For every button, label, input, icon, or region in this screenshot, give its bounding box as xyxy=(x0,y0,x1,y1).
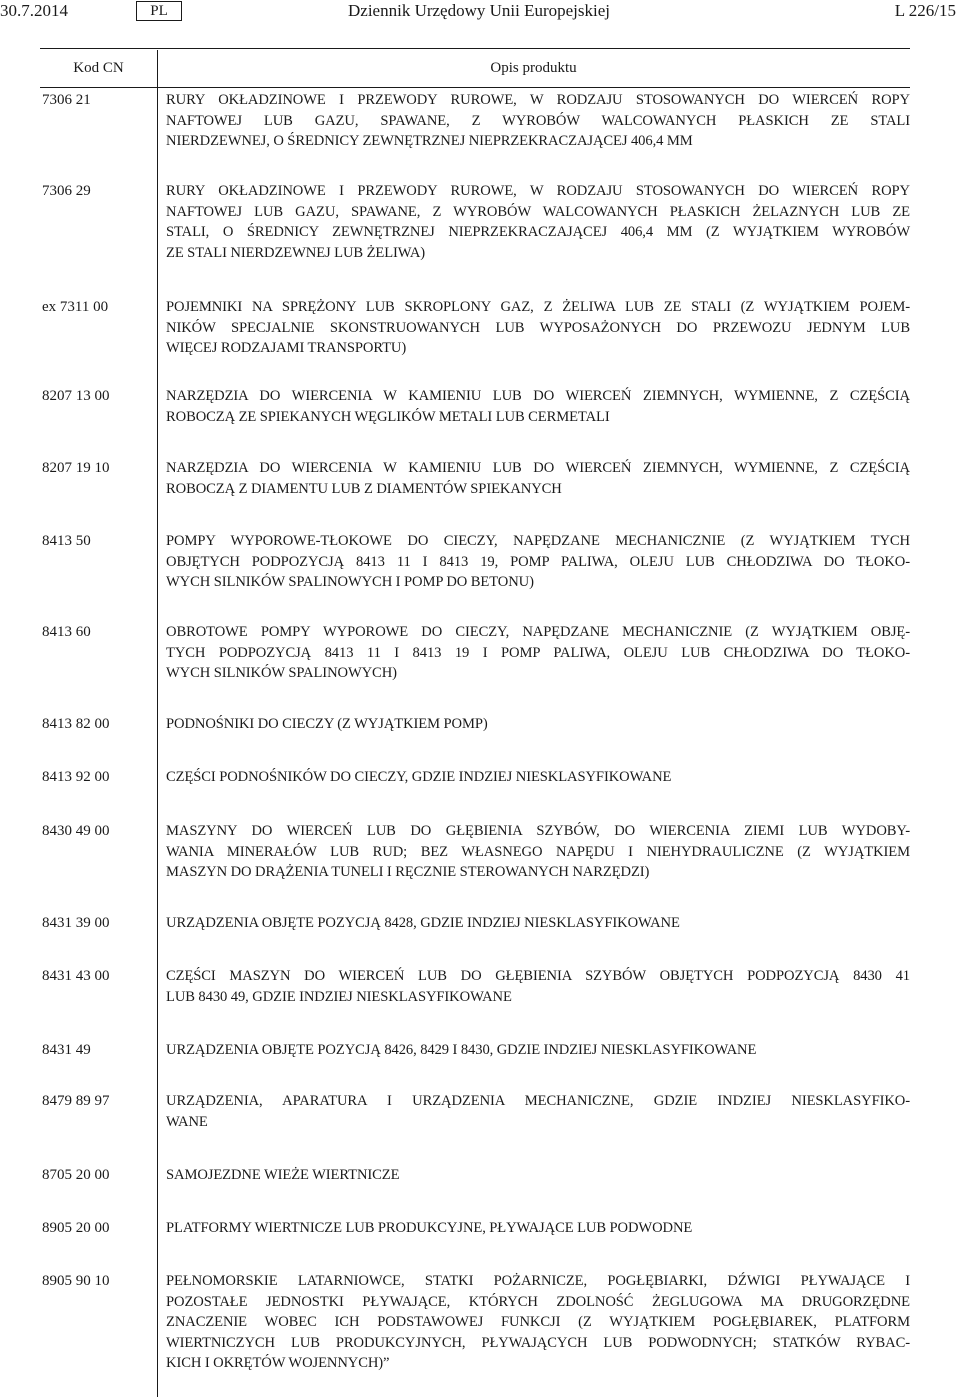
product-description xyxy=(166,297,910,359)
description-line: ROBOCZĄ Z DIAMENTU LUB Z DIAMENTÓW SPIEKANYCH xyxy=(166,480,562,497)
column-header-code: Kod CN xyxy=(73,60,124,76)
table-row xyxy=(40,531,910,593)
description-line: URZĄDZENIA OBJĘTE POZYCJĄ 8428, GDZIE INDZIEJ NIESKLASYFIKOWANE xyxy=(166,915,680,931)
description-line: NIKÓW SPECJALNIE SKONSTRUOWANYCH LUB WYPOSAŻONYCH DO PRZEWOZU JEDNYM LUB xyxy=(166,319,910,336)
product-description xyxy=(166,767,910,788)
cn-code: 7306 21 xyxy=(42,92,91,108)
description-line: RURY OKŁADZINOWE I PRZEWODY RUROWE, W RODZAJU STOSOWANYCH DO WIERCEŃ ROPY xyxy=(166,92,910,108)
table-row xyxy=(40,1218,910,1239)
description-line: SAMOJEZDNE WIEŻE WIERTNICZE xyxy=(166,1167,400,1183)
page-header xyxy=(0,0,960,28)
cn-code: 8479 89 97 xyxy=(42,1093,110,1109)
description-line: KICH I OKRĘTÓW WOJENNYCH)” xyxy=(166,1355,390,1371)
journal-title: Dziennik Urzędowy Unii Europejskiej xyxy=(348,1,611,20)
description-line: STALI, O ŚREDNICY ZEWNĘTRZNEJ NIEPRZEKRACZAJĄCEJ 406,4 MM (Z WYJĄTKIEM WYROBÓW xyxy=(166,224,910,240)
cn-code: 8905 20 00 xyxy=(42,1220,110,1236)
description-line: URZĄDZENIA, APARATURA I URZĄDZENIA MECHANICZNE, GDZIE INDZIEJ NIESKLASYFIKO- xyxy=(166,1093,910,1109)
description-line: ROBOCZĄ ZE SPIEKANYCH WĘGLIKÓW METALI LUB CERMETALI xyxy=(166,408,610,425)
product-description xyxy=(166,714,910,735)
cn-code: 7306 29 xyxy=(42,183,91,199)
product-description xyxy=(166,531,910,593)
table-row xyxy=(40,297,910,359)
product-description xyxy=(166,1165,910,1186)
table-row xyxy=(40,622,910,684)
product-description xyxy=(166,1218,910,1239)
product-description xyxy=(166,458,910,499)
description-line: NAFTOWEJ LUB GAZU, SPAWANE, Z WYROBÓW WALCOWANYCH PŁASKICH ZE STALI xyxy=(166,112,910,129)
cn-code: 8905 90 10 xyxy=(42,1273,110,1289)
cn-code: 8413 60 xyxy=(42,624,91,640)
table-row xyxy=(40,90,910,152)
description-line: URZĄDZENIA OBJĘTE POZYCJĄ 8426, 8429 I 8430, GDZIE INDZIEJ NIESKLASYFIKOWANE xyxy=(166,1042,757,1058)
table-row xyxy=(40,458,910,499)
product-description xyxy=(166,90,910,152)
cn-code: 8413 82 00 xyxy=(42,716,110,732)
cn-code: 8207 13 00 xyxy=(42,388,110,404)
cn-code: 8207 19 10 xyxy=(42,460,110,476)
product-description xyxy=(166,622,910,684)
description-line: MASZYNY DO WIERCEŃ LUB DO GŁĘBIENIA SZYBÓW, DO WIERCENIA ZIEMI LUB WYDOBY- xyxy=(166,823,910,839)
description-line: WIĘCEJ RODZAJAMI TRANSPORTU) xyxy=(166,340,407,356)
description-line: WANIA MINERAŁÓW LUB RUD; BEZ WŁASNEGO NAPĘDU I NIEHYDRAULICZNE (Z WYJĄTKIEM xyxy=(166,843,910,860)
table-header-row xyxy=(40,49,910,88)
description-line: OBJĘTYCH PODPOZYCJĄ 8413 11 I 8413 19, POMP PALIWA, OLEJU LUB CHŁODZIWA DO TŁOKO- xyxy=(166,553,910,570)
table-row xyxy=(40,1091,910,1132)
description-line: WANE xyxy=(166,1113,208,1130)
language-badge: PL xyxy=(136,1,182,21)
cn-code: ex 7311 00 xyxy=(42,299,109,315)
cn-code: 8413 50 xyxy=(42,533,91,549)
column-header-description: Opis produktu xyxy=(490,60,577,76)
description-line: WYCH SILNIKÓW SPALINOWYCH) xyxy=(166,665,397,681)
product-description xyxy=(166,913,910,934)
cn-code: 8430 49 00 xyxy=(42,823,110,839)
publication-date: 30.7.2014 xyxy=(0,1,68,20)
description-line: NARZĘDZIA DO WIERCENIA W KAMIENIU LUB DO WIERCEŃ ZIEMNYCH, WYMIENNE, Z CZĘŚCIĄ xyxy=(166,388,910,404)
product-description xyxy=(166,386,910,427)
table-row xyxy=(40,821,910,883)
description-line: LUB 8430 49, GDZIE INDZIEJ NIESKLASYFIKOWANE xyxy=(166,988,512,1005)
cn-code: 8413 92 00 xyxy=(42,769,110,785)
page-reference: L 226/15 xyxy=(894,1,956,20)
cn-code: 8431 49 xyxy=(42,1042,91,1058)
product-description xyxy=(166,966,910,1007)
product-description xyxy=(166,1091,910,1132)
description-line: WYCH SILNIKÓW SPALINOWYCH I POMP DO BETONU) xyxy=(166,574,534,590)
cn-code: 8431 39 00 xyxy=(42,915,110,931)
product-description xyxy=(166,821,910,883)
description-line: POMPY WYPOROWE-TŁOKOWE DO CIECZY, NAPĘDZANE MECHANICZNIE (Z WYJĄTKIEM TYCH xyxy=(166,533,910,549)
table-row xyxy=(40,386,910,427)
table-row xyxy=(40,181,910,263)
table-row xyxy=(40,1271,910,1374)
description-line: TYCH PODPOZYCJĄ 8413 11 I 8413 19 I POMP PALIWA, OLEJU LUB CHŁODZIWA DO TŁOKO- xyxy=(166,644,910,661)
description-line: POJEMNIKI NA SPRĘŻONY LUB SKROPLONY GAZ, Z ŻELIWA LUB ZE STALI (Z WYJĄTKIEM POJEM- xyxy=(166,299,910,315)
product-description xyxy=(166,181,910,263)
description-line: ZNACZENIE WOBEC ICH PODSTAWOWEJ FUNKCJI (Z WYJĄTKIEM POGŁĘBIAREK, PLATFORM xyxy=(166,1314,910,1330)
description-line: POZOSTAŁE JEDNOSTKI PŁYWAJĄCE, KTÓRYCH ZDOLNOŚĆ ŻEGLUGOWA MA DRUGORZĘDNE xyxy=(166,1293,910,1310)
description-line: RURY OKŁADZINOWE I PRZEWODY RUROWE, W RODZAJU STOSOWANYCH DO WIERCEŃ ROPY xyxy=(166,183,910,199)
description-line: CZĘŚCI MASZYN DO WIERCEŃ LUB DO GŁĘBIENIA SZYBÓW OBJĘTYCH PODPOZYCJĄ 8430 41 xyxy=(166,968,910,984)
description-line: PLATFORMY WIERTNICZE LUB PRODUKCYJNE, PŁYWAJĄCE LUB PODWODNE xyxy=(166,1220,693,1236)
description-line: ZE STALI NIERDZEWNEJ LUB ŻELIWA) xyxy=(166,244,426,261)
description-line: WIERTNICZYCH LUB PRODUKCYJNYCH, PŁYWAJĄCYCH LUB PODWODNYCH; STATKÓW RYBAC- xyxy=(166,1334,910,1351)
description-line: CZĘŚCI PODNOŚNIKÓW DO CIECZY, GDZIE INDZIEJ NIESKLASYFIKOWANE xyxy=(166,769,672,785)
product-description xyxy=(166,1271,910,1374)
table-row xyxy=(40,966,910,1007)
description-line: MASZYN DO DRĄŻENIA TUNELI I RĘCZNIE STEROWANYCH NARZĘDZI) xyxy=(166,864,650,880)
description-line: OBROTOWE POMPY WYPOROWE DO CIECZY, NAPĘDZANE MECHANICZNIE (Z WYJĄTKIEM OBJĘ- xyxy=(166,624,910,640)
table-row xyxy=(40,767,910,788)
product-description xyxy=(166,1040,910,1061)
description-line: NAFTOWEJ LUB GAZU, SPAWANE, Z WYROBÓW WALCOWANYCH PŁASKICH ŻELAZNYCH LUB ZE xyxy=(166,203,910,220)
cn-code: 8431 43 00 xyxy=(42,968,110,984)
description-line: PEŁNOMORSKIE LATARNIOWCE, STATKI POŻARNICZE, POGŁĘBIARKI, DŹWIGI PŁYWAJĄCE I xyxy=(166,1273,910,1289)
table-row xyxy=(40,1040,910,1061)
cn-code-table xyxy=(40,48,910,1371)
table-row xyxy=(40,913,910,934)
description-line: PODNOŚNIKI DO CIECZY (Z WYJĄTKIEM POMP) xyxy=(166,716,488,732)
table-row xyxy=(40,714,910,735)
description-line: NARZĘDZIA DO WIERCENIA W KAMIENIU LUB DO WIERCEŃ ZIEMNYCH, WYMIENNE, Z CZĘŚCIĄ xyxy=(166,460,910,476)
cn-code: 8705 20 00 xyxy=(42,1167,110,1183)
table-row xyxy=(40,1165,910,1186)
description-line: NIERDZEWNEJ, O ŚREDNICY ZEWNĘTRZNEJ NIEPRZEKRACZAJĄCEJ 406,4 MM xyxy=(166,133,693,149)
